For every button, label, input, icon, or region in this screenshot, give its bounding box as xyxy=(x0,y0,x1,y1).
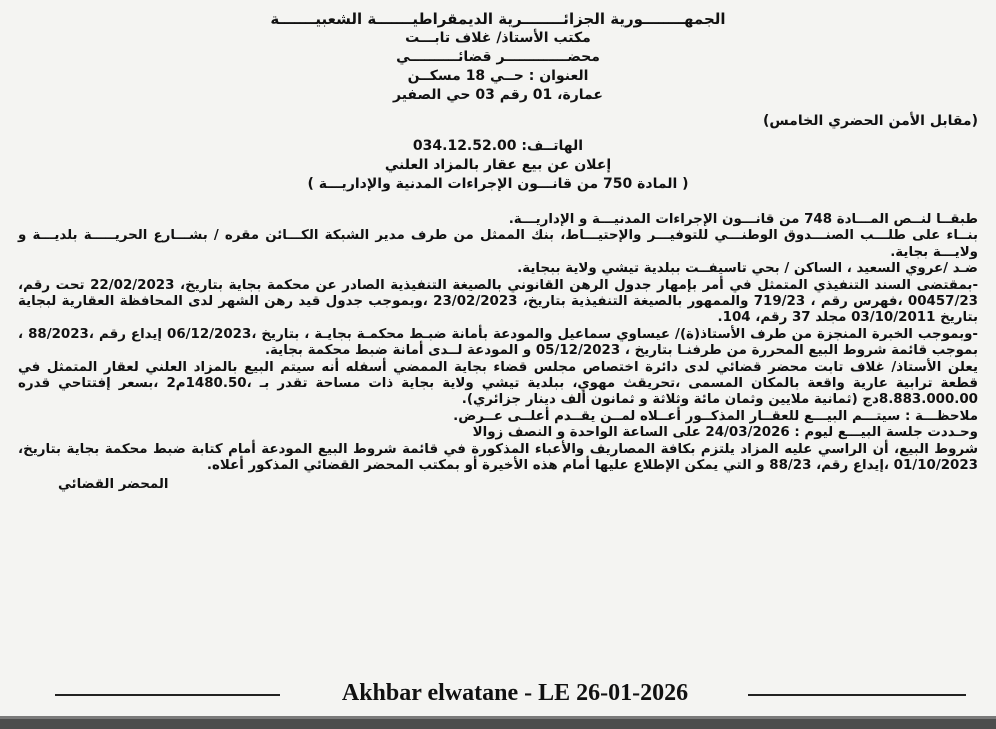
office-address-building: عمارة، 01 رقم 03 حي الصفير xyxy=(392,87,603,103)
page-bottom-edge xyxy=(0,716,996,729)
paragraph-defendant: ضـد /عروي السعيد ، الساكن / بحي تاسيفــت ببلدية تيشي ولاية ببجاية. xyxy=(517,261,978,277)
signature: المحضر القضائي xyxy=(58,476,169,492)
paragraph-note: ملاحظـــة : سيتـــم البيـــع للعقــار المذكــور أعــلاه لمــن يقــدم أعلــى عــرض. xyxy=(453,408,978,424)
notice-legal-basis: ( المادة 750 من قانـــون الإجراءات المدنية والإداريـــة ) xyxy=(307,176,689,192)
office-address: العنوان : حــي 18 مسكــن xyxy=(407,68,589,84)
office-title: محضـــــــــــــر قضائــــــــــي xyxy=(396,49,600,65)
page-bottom-edge-shadow xyxy=(0,719,996,729)
notice-body xyxy=(18,212,978,475)
paragraph-announcement: يعلن الأستاذ/ غلاف تابت محضر قضائي لدى دائرة اختصاص مجلس قضاء بجاية الممضي أسفله أنه سيتم البيع بالمزاد العلني لعقار المتمثل في قطعة ترابية عارية واقعة بالمكان المسمى ،تحريقث مهوي، ببلدية تيشي ولاية بجاية ذات مساحة تقدر بـ ،1480.50م2 ،بسعر إفتتاحي قدره 8.883.000.00دج (ثمانية ملايين وثمان مائة وثلاثة و ثمانون ألف دينار جزائري). xyxy=(18,359,979,408)
paragraph-legal-reference: طبقــا لنــص المـــادة 748 من قانـــون الإجراءات المدنيـــة و الإداريـــة. xyxy=(508,212,978,227)
office-phone: الهاتــف: 034.12.52.00 xyxy=(412,138,584,154)
publication-footer xyxy=(0,676,996,712)
paragraph-enforcement-title: -بمقتضى السند التنفيذي المتمثل في أمر بإمهار جدول الرهن القانوني بالصيغة التنفيذية الصادر عن محكمة بجاية بتاريخ، 22/02/2023 تحت رقم، 00457/23 ،فهرس رقم ، 719/23 والممهور بالصيغة التنفيذية بتاريخ، 23/02/2023 ،وبموجب جدول قيد رهن الشهر لدى المحافظة العقارية لبجاية بتاريخ 03/10/2011 مجلد 37 رقم، 104. xyxy=(18,277,979,326)
footer-rule-left xyxy=(55,694,280,696)
notice-title: إعلان عن بيع عقار بالمزاد العلني xyxy=(384,157,612,173)
publication-name-date: Akhbar elwatane - LE 26-01-2026 xyxy=(341,680,689,706)
office-name: مكتب الأستاذ/ غلاف تابـــت xyxy=(405,30,591,46)
paragraph-sale-conditions: شروط البيع، أن الراسي عليه المزاد يلتزم بكافة المصاريف والأعباء المذكورة في قائمة شروط البيع المودعة أمام كتابة ضبط محكمة بجاية بتاريخ، 01/10/2023 ،إيداع رقم، 88/23 و التي يمكن الإطلاع عليها أمام هذه الأخيرة أو بمكتب المحضر القضائي المذكور أعلاه. xyxy=(18,441,978,474)
paragraph-requesting-party: بنــاء على طلـــب الصنـــدوق الوطنـــي للتوفيـــر والإحتيـــاط، بنك الممثل من طرف مدير الشبكة الكـــائن مقره / بشـــارع الحريـــــة بلديـــة و ولايـــة بجاية. xyxy=(18,228,978,260)
paragraph-sale-date: وحـددت جلسة البيـــع ليوم : 24/03/2026 على الساعة الواحدة و النصف زوالا xyxy=(472,425,978,441)
footer-rule-right xyxy=(748,694,966,696)
address-landmark: (مقابل الأمن الحضري الخامس) xyxy=(762,113,978,129)
republic-heading: الجمهــــــــورية الجزائــــــــرية الديمقراطيـــــــة الشعبيـــــــة xyxy=(270,10,726,28)
paragraph-expertise: -وبموجب الخبرة المنجزة من طرف الأستاذ(ة)/ عيساوي سماعيل والمودعة بأمانة ضبـط محكمـة بجايـة ، بتاريخ ،06/12/2023 إيداع رقم ،88/2023 ، بموجب قائمة شروط البيع المحررة من طرفنـا بتاريخ ، 05/12/2023 و المودعة لــدى أمانة ضبط محكمة بجاية. xyxy=(18,326,978,359)
